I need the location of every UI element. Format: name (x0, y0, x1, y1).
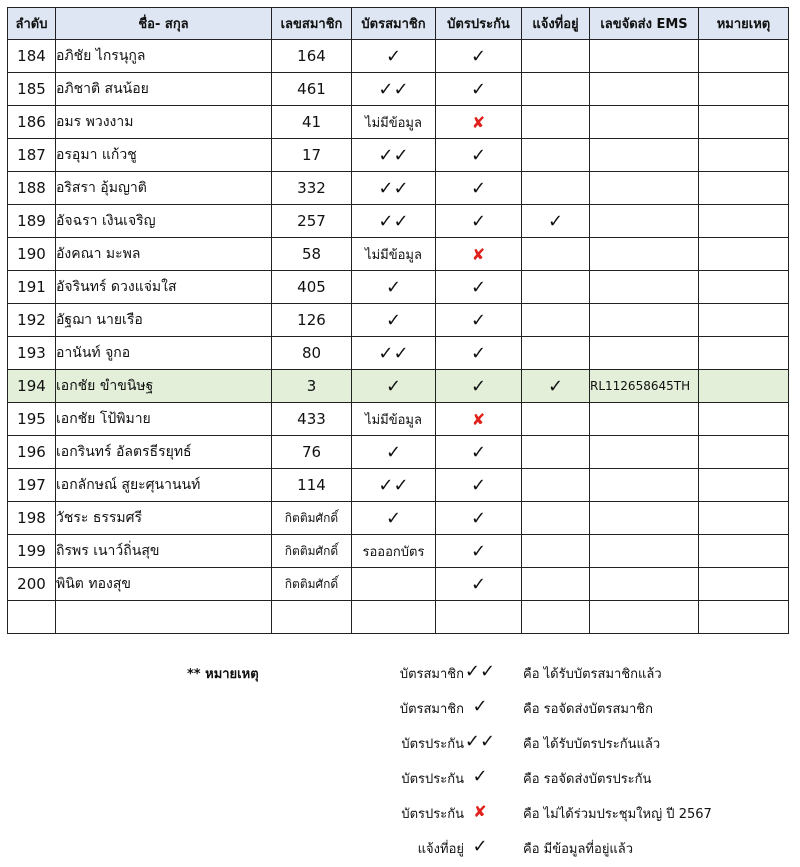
cell-insurance-card (436, 238, 522, 271)
legend-item (0, 766, 800, 790)
cell-no: 199 (8, 535, 56, 568)
cell-ems (590, 535, 699, 568)
header-no: ลำดับ (8, 8, 56, 40)
cell-member-no: 164 (272, 40, 352, 73)
cell-member-no: 332 (272, 172, 352, 205)
cell-no: 197 (8, 469, 56, 502)
cell-ems (590, 139, 699, 172)
table-row (8, 370, 789, 403)
cell-ems (590, 238, 699, 271)
cell-ems (590, 337, 699, 370)
cell-insurance-card: ✓ (436, 73, 522, 106)
cell-name: อัจฉรา เงินเจริญ (56, 205, 272, 238)
cell-member-card (352, 568, 436, 601)
cross-icon: ✘ (471, 244, 486, 264)
cell-no: 187 (8, 139, 56, 172)
cell-address (522, 271, 590, 304)
check-icon: ✓ (472, 836, 488, 857)
table-row (8, 601, 789, 634)
header-name: ชื่อ- สกุล (56, 8, 272, 40)
cell-member-card (352, 601, 436, 634)
cross-icon: ✘ (471, 112, 486, 132)
cross-icon: ✘ (473, 802, 487, 821)
legend-item (0, 731, 800, 755)
cell-ems (590, 271, 699, 304)
header-member-no: เลขสมาชิก (272, 8, 352, 40)
table-row (8, 436, 789, 469)
cell-member-card: ✓✓ (352, 73, 436, 106)
cell-no: 188 (8, 172, 56, 205)
cell-name: เอกชัย ขำขนิษฐ (56, 370, 272, 403)
cell-insurance-card: ✓ (436, 568, 522, 601)
cell-address (522, 535, 590, 568)
legend-label: แจ้งที่อยู่ (417, 842, 464, 857)
cell-address (522, 139, 590, 172)
cell-member-card: ✓ (352, 271, 436, 304)
cell-insurance-card: ✓ (436, 370, 522, 403)
legend-label: บัตรสมาชิก (399, 702, 464, 717)
cell-member-no: 17 (272, 139, 352, 172)
cell-ems (590, 304, 699, 337)
cell-note (699, 469, 789, 502)
cell-name: อังคณา มะพล (56, 238, 272, 271)
cell-name: วัชระ ธรรมศรี (56, 502, 272, 535)
table-row (8, 304, 789, 337)
cell-address (522, 172, 590, 205)
cell-insurance-card: ✓ (436, 502, 522, 535)
legend-title: ** หมายเหตุ (187, 667, 259, 682)
legend-description: คือ รอจัดส่งบัตรสมาชิก (523, 702, 653, 717)
cell-member-no: 257 (272, 205, 352, 238)
cell-address (522, 601, 590, 634)
header-member-card: บัตรสมาชิก (352, 8, 436, 40)
cell-no: 200 (8, 568, 56, 601)
cell-name: เอกรินทร์ อัลตรธีรยุทธ์ (56, 436, 272, 469)
cell-note (699, 403, 789, 436)
cell-member-no: 126 (272, 304, 352, 337)
cell-ems: RL112658645TH (590, 370, 699, 403)
table-row (8, 337, 789, 370)
cell-ems (590, 172, 699, 205)
cell-member-card: ✓✓ (352, 205, 436, 238)
legend-label: บัตรประกัน (401, 772, 464, 787)
cell-no: 195 (8, 403, 56, 436)
table-row (8, 271, 789, 304)
cell-name: อมร พวงงาม (56, 106, 272, 139)
cell-no (8, 601, 56, 634)
header-ems: เลขจัดส่ง EMS (590, 8, 699, 40)
cell-member-no: 114 (272, 469, 352, 502)
cell-member-card: ✓✓ (352, 337, 436, 370)
cell-member-no: 3 (272, 370, 352, 403)
cell-ems (590, 436, 699, 469)
cell-note (699, 172, 789, 205)
cell-no: 193 (8, 337, 56, 370)
cell-address (522, 73, 590, 106)
cell-member-card: ✓✓ (352, 139, 436, 172)
cell-name (56, 601, 272, 634)
table-row (8, 403, 789, 436)
cell-note (699, 139, 789, 172)
cell-ems (590, 40, 699, 73)
cell-ems (590, 73, 699, 106)
table-row (8, 502, 789, 535)
header-insurance-card: บัตรประกัน (436, 8, 522, 40)
cell-member-card: ✓ (352, 40, 436, 73)
table-row (8, 139, 789, 172)
table-row (8, 568, 789, 601)
cell-member-no: 405 (272, 271, 352, 304)
cell-insurance-card: ✓ (436, 436, 522, 469)
check-icon: ✓ (472, 696, 488, 717)
legend-item (0, 836, 800, 860)
cell-name: อัฐฌา นายเรือ (56, 304, 272, 337)
cell-address (522, 106, 590, 139)
header-row (8, 8, 789, 40)
legend-description: คือ ได้รับบัตรประกันแล้ว (523, 737, 661, 752)
cross-icon: ✘ (471, 409, 486, 429)
table-row (8, 40, 789, 73)
cell-member-no: 58 (272, 238, 352, 271)
cell-member-no: 433 (272, 403, 352, 436)
cell-name: เอกชัย โป้พิมาย (56, 403, 272, 436)
cell-note (699, 502, 789, 535)
legend-description: คือ มีข้อมูลที่อยู่แล้ว (523, 842, 634, 857)
cell-note (699, 304, 789, 337)
cell-member-card: ✓✓ (352, 172, 436, 205)
legend-label: บัตรประกัน (401, 807, 464, 822)
cell-member-card: ไม่มีข้อมูล (352, 238, 436, 271)
cell-address (522, 337, 590, 370)
legend-item (0, 696, 800, 720)
cell-no: 192 (8, 304, 56, 337)
table-row (8, 106, 789, 139)
cell-address (522, 40, 590, 73)
cell-no: 194 (8, 370, 56, 403)
cell-ems (590, 502, 699, 535)
cell-address (522, 403, 590, 436)
cell-member-no: 461 (272, 73, 352, 106)
cell-insurance-card: ✓ (436, 172, 522, 205)
table-row (8, 205, 789, 238)
cell-name: อภิชัย ไกรนุกูล (56, 40, 272, 73)
cell-no: 186 (8, 106, 56, 139)
cell-address (522, 436, 590, 469)
cell-member-card: ✓ (352, 502, 436, 535)
cell-address (522, 568, 590, 601)
cell-insurance-card: ✓ (436, 139, 522, 172)
cell-note (699, 271, 789, 304)
cell-member-no: กิตติมศักดิ์ (272, 502, 352, 535)
cell-ems (590, 106, 699, 139)
check-icon: ✓✓ (464, 731, 496, 752)
cell-member-card: รอออกบัตร (352, 535, 436, 568)
cell-insurance-card: ✓ (436, 304, 522, 337)
table-row (8, 535, 789, 568)
cell-no: 196 (8, 436, 56, 469)
cell-no: 190 (8, 238, 56, 271)
cell-name: อานันท์ จูกอ (56, 337, 272, 370)
cell-name: อภิชาติ สนน้อย (56, 73, 272, 106)
cell-member-card: ✓ (352, 436, 436, 469)
cell-address (522, 238, 590, 271)
cell-insurance-card: ✓ (436, 469, 522, 502)
cell-member-no (272, 601, 352, 634)
cell-no: 184 (8, 40, 56, 73)
table-row (8, 469, 789, 502)
cell-insurance-card: ✓ (436, 535, 522, 568)
cell-name: เอกลักษณ์ สูยะศุนานนท์ (56, 469, 272, 502)
cell-member-no: 80 (272, 337, 352, 370)
cell-ems (590, 205, 699, 238)
cell-member-no: 41 (272, 106, 352, 139)
cell-address: ✓ (522, 370, 590, 403)
cell-member-card: ไม่มีข้อมูล (352, 106, 436, 139)
cell-name: อริสรา อุ้มญาติ (56, 172, 272, 205)
legend-label: บัตรประกัน (401, 737, 464, 752)
member-table (7, 7, 789, 634)
table-row (8, 238, 789, 271)
cell-address (522, 469, 590, 502)
cell-member-card: ✓✓ (352, 469, 436, 502)
cell-no: 198 (8, 502, 56, 535)
header-note: หมายเหตุ (699, 8, 789, 40)
cell-name: อัจรินทร์ ดวงแจ่มใส (56, 271, 272, 304)
legend-description: คือ รอจัดส่งบัตรประกัน (523, 772, 652, 787)
cell-note (699, 73, 789, 106)
cell-insurance-card: ✓ (436, 337, 522, 370)
check-icon: ✓ (472, 766, 488, 787)
cell-note (699, 106, 789, 139)
cell-insurance-card: ✓ (436, 271, 522, 304)
cell-no: 185 (8, 73, 56, 106)
cell-member-no: กิตติมศักดิ์ (272, 535, 352, 568)
cell-insurance-card (436, 106, 522, 139)
cell-name: พินิต ทองสุข (56, 568, 272, 601)
cell-note (699, 601, 789, 634)
check-icon: ✓✓ (464, 661, 496, 682)
legend-description: คือ ได้รับบัตรสมาชิกแล้ว (523, 667, 662, 682)
cell-name: อรอุมา แก้วชู (56, 139, 272, 172)
cell-address: ✓ (522, 205, 590, 238)
cell-member-card: ไม่มีข้อมูล (352, 403, 436, 436)
cell-note (699, 436, 789, 469)
cell-member-no: 76 (272, 436, 352, 469)
cell-note (699, 535, 789, 568)
cell-insurance-card (436, 601, 522, 634)
cell-ems (590, 568, 699, 601)
cell-address (522, 502, 590, 535)
legend-description: คือ ไม่ได้ร่วมประชุมใหญ่ ปี 2567 (523, 807, 712, 822)
cell-note (699, 205, 789, 238)
cell-no: 191 (8, 271, 56, 304)
cell-insurance-card (436, 403, 522, 436)
cell-note (699, 40, 789, 73)
header-address: แจ้งที่อยู่ (522, 8, 590, 40)
cell-note (699, 370, 789, 403)
legend-item (0, 661, 800, 685)
cell-member-no: กิตติมศักดิ์ (272, 568, 352, 601)
cell-address (522, 304, 590, 337)
legend-label: บัตรสมาชิก (399, 667, 464, 682)
cell-note (699, 337, 789, 370)
table-row (8, 172, 789, 205)
cell-insurance-card: ✓ (436, 40, 522, 73)
legend-item (0, 801, 800, 825)
cell-insurance-card: ✓ (436, 205, 522, 238)
cell-note (699, 568, 789, 601)
cell-ems (590, 403, 699, 436)
cell-note (699, 238, 789, 271)
cell-no: 189 (8, 205, 56, 238)
cell-ems (590, 469, 699, 502)
cell-member-card: ✓ (352, 304, 436, 337)
cell-name: ถิรพร เนาว์ถิ่นสุข (56, 535, 272, 568)
cell-member-card: ✓ (352, 370, 436, 403)
table-row (8, 73, 789, 106)
cell-ems (590, 601, 699, 634)
